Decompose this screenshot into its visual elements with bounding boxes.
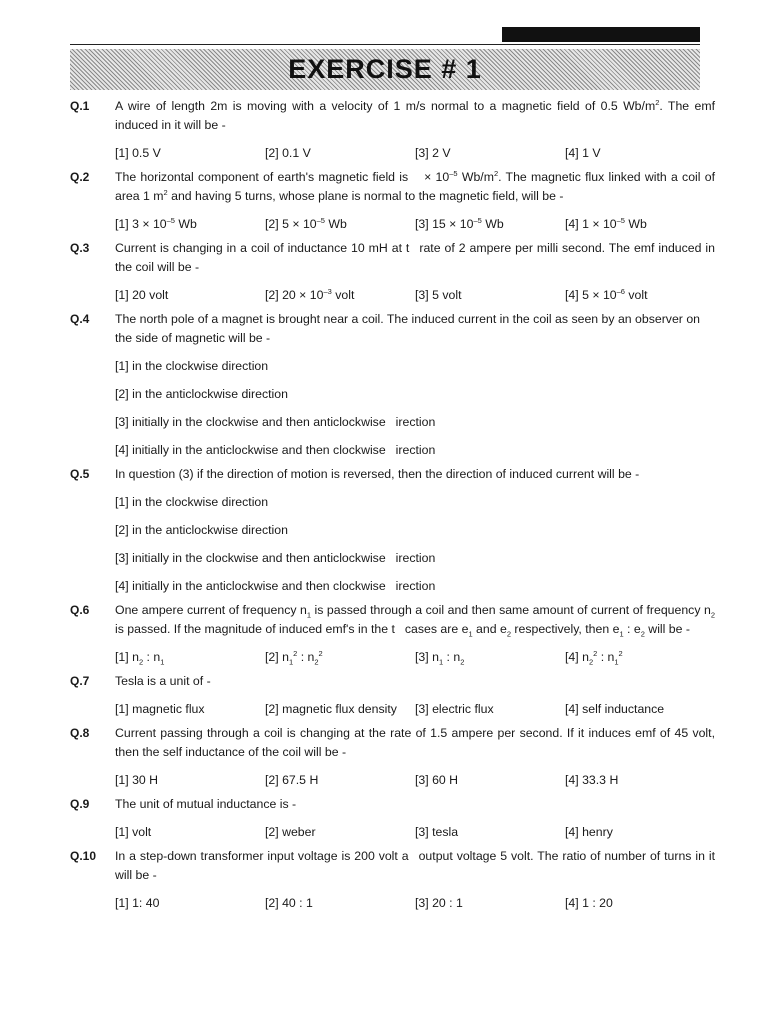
option-3: [3] initially in the clockwise and then anticlockwise irection [115,551,436,565]
options [115,700,715,719]
title-band [70,49,700,90]
question-9 [70,795,700,842]
option-3: [3] electric flux [415,702,494,716]
question-text: The north pole of a magnet is brought near a coil. The induced current in the coil as seen by an observer on the side of magnetic will be - [115,312,700,345]
option-2: [2] magnetic flux density [265,702,397,716]
question-6 [70,601,716,667]
option-1: [1] volt [115,825,152,839]
question-text: One ampere current of frequency $n_1$ is passed through a coil and then same amount of current of frequency $n_2$ is passed. If the magnitude of induced emf's in the t cases are $e_1$ and $e_2$ respectively, then $e_1$ : $e_2$ will be - [115,603,716,639]
options [115,823,715,842]
option-4: [4] henry [565,825,613,839]
option-2: [2] $20 \times 10^{-3}$ volt [265,286,355,302]
option-4: [4] $1 \times 10^{-5}$ Wb [565,215,647,231]
header-black-bar [502,27,700,42]
question-3 [70,239,715,305]
option-3: [3] initially in the clockwise and then anticlockwise irection [115,415,436,429]
option-2: [2] in the anticlockwise direction [115,387,288,401]
option-4: [4] $5 \times 10^{-6}$ volt [565,286,648,302]
question-number: Q.4 [70,312,90,326]
option-2: [2] weber [265,825,316,839]
options [115,648,715,667]
options [115,493,700,596]
question-text: The horizontal component of earth's magnetic field is × $10^{-5}$ $Wb/m^2$. The magnetic flux linked with a coil of area 1 $m^2$ and having 5 turns, whose plane is normal to the magnetic field, will be - [115,168,715,203]
option-1: [1] 20 volt [115,288,169,302]
options [115,357,700,460]
question-text: In a step-down transformer input voltage is 200 volt a output voltage 5 volt. The ratio of number of turns in it will be - [115,849,715,882]
header-rule [70,44,700,45]
question-7 [70,672,700,719]
question-2 [70,168,715,234]
option-2: [2] 40 : 1 [265,896,313,910]
question-text: The unit of mutual inductance is - [115,797,297,811]
options [115,286,715,305]
option-4: [4] initially in the anticlockwise and then clockwise irection [115,443,436,457]
option-4: [4] 1 V [565,146,601,160]
option-3: [3] 2 V [415,146,451,160]
question-number: Q.6 [70,603,90,617]
option-1: [1] in the clockwise direction [115,495,269,509]
options [115,771,715,790]
question-number: Q.10 [70,849,97,863]
option-2: [2] in the anticlockwise direction [115,523,288,537]
question-text: A wire of length 2m is moving with a velocity of 1 m/s normal to a magnetic field of 0.5 $Wb/m^2$. The emf induced in it will be - [115,97,715,132]
question-text: Current passing through a coil is changing at the rate of 1.5 ampere per second. If it induces emf of 45 volt, then the self inductance of the coil will be - [115,726,715,759]
option-4: [4] 1 : 20 [565,896,613,910]
option-2: [2] 67.5 H [265,773,319,787]
option-1: [1] 0.5 V [115,146,161,160]
question-list [70,97,716,918]
question-number: Q.2 [70,170,90,184]
option-4: [4] initially in the anticlockwise and then clockwise irection [115,579,436,593]
option-3: [3] 60 H [415,773,459,787]
page-title: EXERCISE # 1 [288,54,482,84]
question-text: Current is changing in a coil of inductance 10 mH at t rate of 2 ampere per milli second. The emf induced in the coil will be - [115,241,715,274]
question-5 [70,465,700,596]
option-3: [3] $15 \times 10^{-5}$ Wb [415,215,504,231]
option-1: [1] 1: 40 [115,896,160,910]
question-10 [70,847,715,913]
option-3: [3] $n_1$ : $n_2$ [415,650,465,667]
option-1: [1] in the clockwise direction [115,359,269,373]
question-number: Q.3 [70,241,90,255]
option-4: [4] $n_2^2$ : $n_1^2$ [565,648,623,667]
options [115,894,715,913]
question-number: Q.7 [70,674,90,688]
question-number: Q.9 [70,797,90,811]
question-number: Q.8 [70,726,90,740]
question-text: Tesla is a unit of - [115,674,211,688]
option-3: [3] 5 volt [415,288,462,302]
option-1: [1] $n_2$ : $n_1$ [115,650,165,667]
options [115,144,715,163]
option-1: [1] 30 H [115,773,159,787]
question-1 [70,97,715,163]
option-1: [1] magnetic flux [115,702,205,716]
option-2: [2] $n_1^2$ : $n_2^2$ [265,648,323,667]
option-4: [4] 33.3 H [565,773,619,787]
option-1: [1] $3 \times 10^{-5}$ Wb [115,215,197,231]
question-number: Q.1 [70,99,90,113]
question-8 [70,724,715,790]
options [115,215,715,234]
option-2: [2] $5 \times 10^{-5}$ Wb [265,215,347,231]
question-number: Q.5 [70,467,90,481]
option-3: [3] tesla [415,825,459,839]
question-text: In question (3) if the direction of motion is reversed, then the direction of induced current will be - [115,467,640,481]
option-4: [4] self inductance [565,702,665,716]
question-4 [70,310,700,460]
option-2: [2] 0.1 V [265,146,311,160]
option-3: [3] 20 : 1 [415,896,463,910]
